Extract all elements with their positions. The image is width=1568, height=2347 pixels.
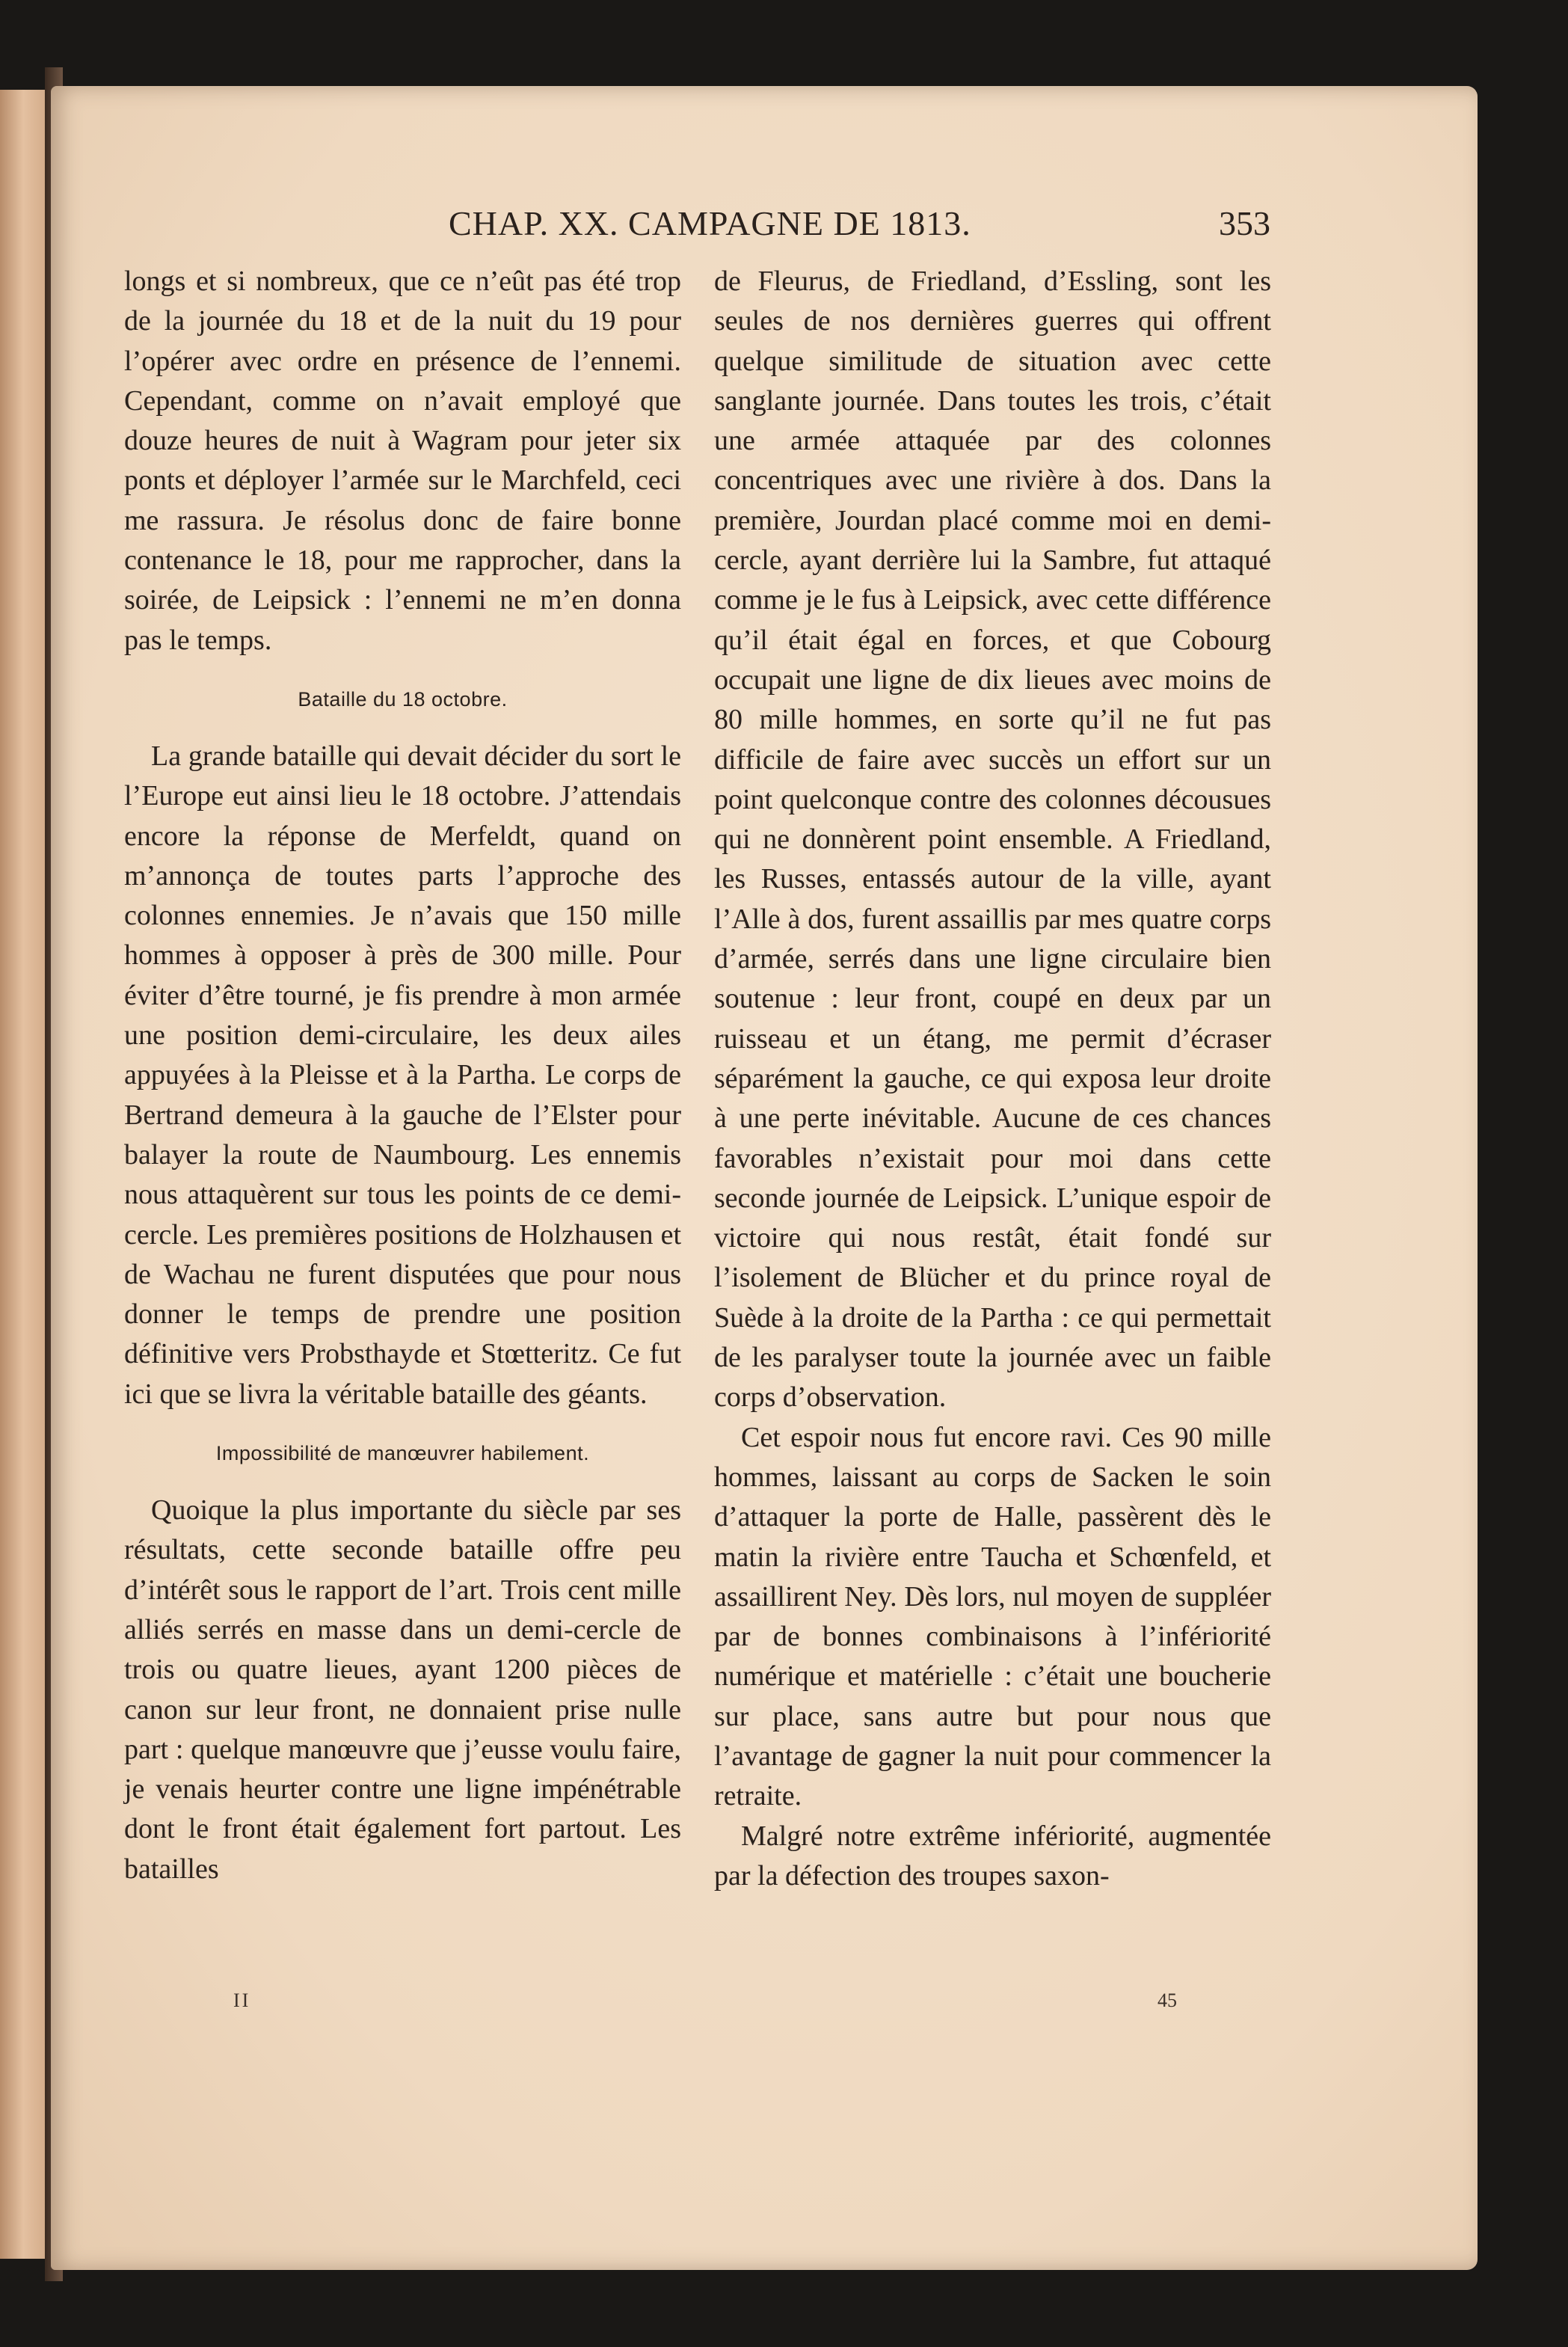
page-number: 353 [1219, 204, 1270, 242]
column-rule [698, 898, 699, 1989]
paragraph: Cet espoir nous fut encore ravi. Ces 90 mille hommes, laissant au corps de Sacken le soin d’attaquer la porte de Halle, passèrent dès le matin la rivière entre Taucha et Schœnfeld, et assaillirent Ney. Dès lors, nul moyen de suppléer par de bonnes combinaisons à l’infériorité numérique et matérielle : c’était une boucherie sur place, sans autre but pour nous que l’avantage de gagner la nuit pour commencer la retraite. [714, 1421, 1271, 1812]
paragraph: Quoique la plus importante du siècle par ses résultats, cette seconde bataille offre peu d’intérêt sous le rapport de l’art. Trois cent mille alliés serrés en masse dans un demi-cercle de trois ou quatre lieues, ayant 1200 pièces de canon sur leur front, ne donnaient prise nulle part : quelque manœuvre que j’eusse voulu faire, je venais heurter contre une ligne impénétrable dont le front était également fort partout. Les batailles [124, 1494, 681, 1885]
paragraph: La grande bataille qui devait décider du sort le l’Europe eut ainsi lieu le 18 octobre. J’attendais encore la réponse de Merfeldt, quand on m’annonça de toutes parts l’approche des colonnes ennemies. Je n’avais que 150 mille hommes à opposer à près de 300 mille. Pour éviter d’être tourné, je fis prendre à mon armée une position demi-circulaire, les deux ailes appuyées à la Pleisse et à la Partha. Le corps de Bertrand demeura à la gauche de l’Elster pour balayer la route de Naumbourg. Les ennemis nous attaquèrent sur tous les points de ce demi-cercle. Les premières positions de Holzhausen et de Wachau ne furent disputées que pour nous donner le temps de prendre une position définitive vers Probsthayde et Stœtteritz. Ce fut ici que se livra la véritable bataille des géants. [124, 740, 681, 1410]
signature-mark-right: 45 [1157, 1989, 1177, 2011]
paragraph: de Fleurus, de Friedland, d’Essling, sont les seules de nos dernières guerres qui offrent quelque similitude de situation avec cette sanglante journée. Dans toutes les trois, c’était une armée attaquée par des colonnes concentriques avec une rivière à dos. Dans la première, Jourdan placé comme moi en demi-cercle, ayant derrière lui la Sambre, fut attaqué comme je le fus à Leipsick, avec cette différence qu’il était égal en forces, et que Cobourg occupait une ligne de dix lieues avec moins de 80 mille hommes, en sorte qu’il ne fut pas difficile de faire avec succès un effort sur un point quelconque contre des colonnes décousues qui ne donnèrent point ensemble. A Friedland, les Russes, entassés autour de la ville, ayant l’Alle à dos, furent assaillis par mes quatre corps d’armée, serrés dans une ligne circulaire bien soutenue : leur front, coupé en deux par un ruisseau et un étang, me permit d’écraser séparément la gauche, ce qui exposa leur droite à une perte inévitable. Aucune de ces chances favorables n’existait pour moi dans cette seconde journée de Leipsick. L’unique espoir de victoire qui nous restât, était fondé sur l’isolement de Blücher et du prince royal de Suède à la droite de la Partha : ce qui permettait de les paralyser toute la journée avec un faible corps d’observation. [714, 266, 1271, 1414]
running-head: CHAP. XX. CAMPAGNE DE 1813. [449, 204, 971, 242]
section-heading: Bataille du 18 octobre. [298, 687, 508, 711]
paragraph: Malgré notre extrême infériorité, augmentée par la défection des troupes saxon- [714, 1820, 1271, 1892]
left-column [124, 262, 681, 1889]
page-header [0, 203, 1568, 248]
signature-mark-left: II [233, 1989, 251, 2011]
paragraph: longs et si nombreux, que ce n’eût pas été trop de la journée du 18 et de la nuit du 19 pour l’opérer avec ordre en présence de l’ennemi. Cependant, comme on n’avait employé que douze heures de nuit à Wagram pour jeter six ponts et déployer l’armée sur le Marchfeld, ceci me rassura. Je résolus donc de faire bonne contenance le 18, pour me rapprocher, dans la soirée, de Leipsick : l’ennemi ne m’en donna pas le temps. [124, 266, 681, 656]
right-column [714, 262, 1271, 1896]
section-heading: Impossibilité de manœuvrer habilement. [215, 1442, 590, 1465]
